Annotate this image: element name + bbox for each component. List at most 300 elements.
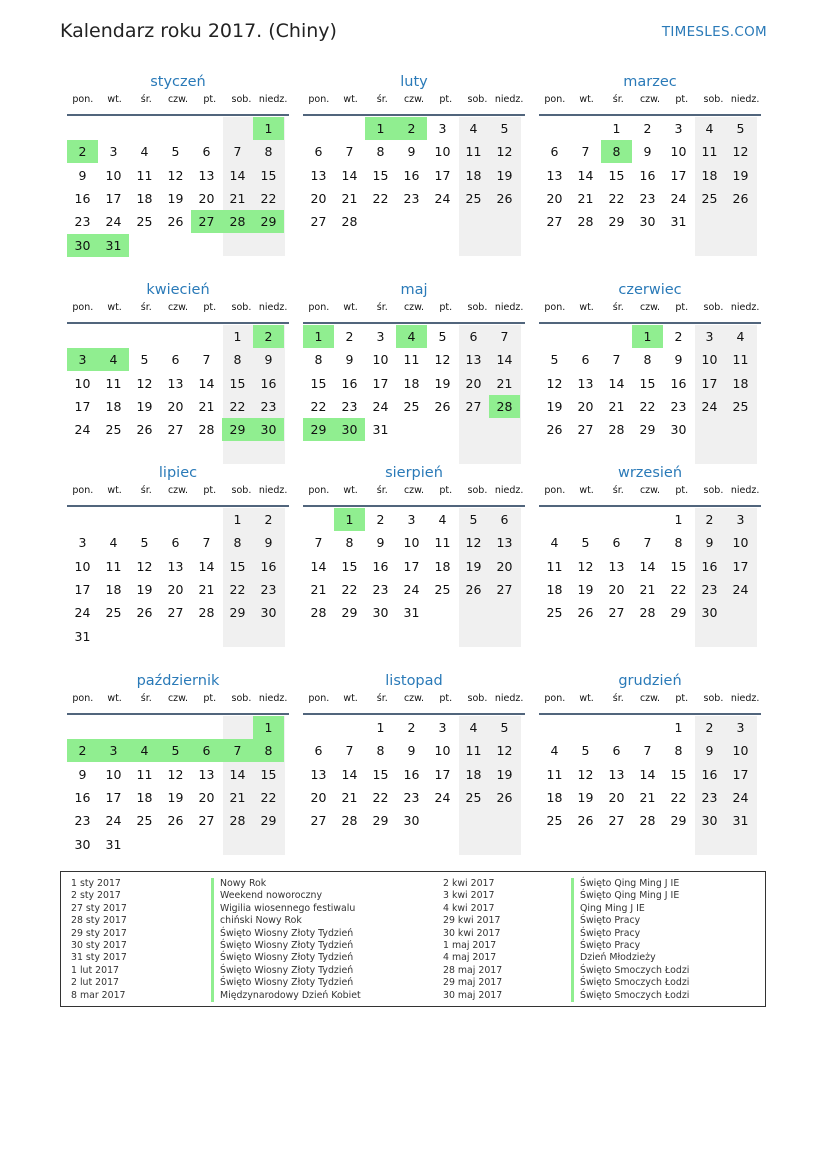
day-cell: 20 [198, 789, 215, 805]
day-cell: 21 [198, 581, 215, 597]
day-cell: 27 [546, 214, 563, 230]
holiday-day-cell: 3 [98, 739, 129, 762]
day-cell: 24 [105, 214, 122, 230]
weekday-label: wt. [107, 302, 122, 313]
day-cell: 30 [670, 422, 687, 438]
day-cell: 5 [500, 121, 509, 136]
day-cell: 30 [260, 605, 277, 621]
legend-holiday-name: Święto Wiosny Złoty Tydzień [211, 977, 361, 989]
weekday-header [303, 691, 525, 713]
day-cell: 7 [612, 352, 621, 368]
legend-holiday-name: Święto Qing Ming J IE [571, 890, 689, 902]
day-cell: 9 [705, 743, 714, 759]
month-name: wrzesień [617, 465, 683, 481]
weekday-label: czw. [639, 485, 661, 496]
day-cell: 6 [202, 144, 211, 160]
day-cell: 10 [670, 144, 687, 160]
weekday-label: niedz. [730, 693, 760, 704]
day-cell: 12 [136, 558, 153, 574]
weekday-label: niedz. [494, 94, 524, 105]
day-cell: 23 [341, 398, 358, 414]
weekday-label: pon. [544, 94, 566, 105]
brand-link[interactable]: TIMESLES.COM [661, 24, 767, 40]
weekday-label: wt. [579, 693, 594, 704]
day-cell: 17 [434, 167, 451, 183]
legend-dates-left [71, 878, 127, 1002]
legend-date: 29 maj 2017 [443, 977, 503, 989]
holiday-day-cell: 29 [303, 418, 334, 441]
month-block [67, 280, 289, 465]
day-cell: 19 [136, 398, 153, 414]
day-cell: 28 [229, 813, 246, 829]
day-cell: 15 [260, 167, 277, 183]
day-cell: 6 [550, 144, 559, 160]
day-cell: 1 [612, 121, 621, 136]
day-cell: 12 [546, 375, 563, 391]
legend-holiday-name: Święto Pracy [571, 915, 689, 927]
day-cell: 15 [608, 167, 625, 183]
weekday-label: pt. [203, 485, 217, 496]
legend-date: 1 sty 2017 [71, 878, 121, 889]
day-cell: 2 [674, 329, 683, 344]
day-cell: 18 [465, 167, 482, 183]
day-cell: 18 [434, 558, 451, 574]
day-cell: 29 [670, 605, 687, 621]
day-grid [303, 325, 525, 465]
legend-holiday-name: Święto Pracy [571, 940, 689, 952]
legend-date: 31 sty 2017 [71, 952, 127, 964]
weekday-label: pt. [675, 693, 689, 704]
day-cell: 11 [403, 352, 420, 368]
weekday-label: sob. [231, 693, 252, 704]
day-cell: 27 [310, 813, 327, 829]
day-cell: 4 [550, 743, 559, 759]
day-cell: 16 [74, 190, 91, 206]
day-cell: 27 [198, 813, 215, 829]
holiday-day-cell: 4 [129, 739, 160, 762]
holiday-day-cell: 28 [222, 210, 253, 233]
weekday-header [539, 92, 761, 114]
day-cell: 20 [546, 190, 563, 206]
day-cell: 21 [341, 190, 358, 206]
day-cell: 30 [701, 813, 718, 829]
month-name: lipiec [158, 465, 198, 481]
holiday-day-cell: 2 [67, 140, 98, 163]
legend-date: 28 maj 2017 [443, 964, 503, 976]
day-cell: 13 [310, 167, 327, 183]
weekday-label: czw. [167, 94, 189, 105]
day-cell: 24 [372, 398, 389, 414]
day-cell: 15 [310, 375, 327, 391]
weekday-label: wt. [579, 485, 594, 496]
legend-date: 8 mar 2017 [71, 989, 126, 1001]
day-cell: 9 [78, 167, 87, 183]
day-cell: 11 [546, 558, 563, 574]
day-cell: 10 [732, 535, 749, 551]
day-cell: 17 [434, 766, 451, 782]
day-cell: 22 [260, 190, 277, 206]
weekday-label: pt. [675, 485, 689, 496]
weekday-header [67, 300, 289, 322]
day-cell: 25 [546, 813, 563, 829]
day-cell: 13 [608, 766, 625, 782]
weekday-header [67, 483, 289, 505]
legend-names-left [211, 878, 361, 1002]
legend-date: 3 kwi 2017 [443, 890, 495, 902]
day-cell: 11 [465, 743, 482, 759]
weekday-label: sob. [231, 302, 252, 313]
legend-date: 30 sty 2017 [71, 939, 127, 951]
day-cell: 27 [465, 398, 482, 414]
day-cell: 10 [732, 743, 749, 759]
weekday-label: śr. [612, 693, 624, 704]
weekday-header [303, 483, 525, 505]
day-cell: 13 [546, 167, 563, 183]
day-cell: 28 [341, 813, 358, 829]
header-rule [539, 505, 761, 507]
weekday-header [67, 691, 289, 713]
day-cell: 11 [701, 144, 718, 160]
day-cell: 3 [674, 121, 683, 136]
day-cell: 3 [736, 512, 745, 527]
day-cell: 9 [407, 743, 416, 759]
weekday-label: śr. [376, 94, 388, 105]
day-cell: 18 [136, 789, 153, 805]
day-cell: 5 [469, 512, 478, 527]
day-cell: 5 [581, 535, 590, 551]
month-block [67, 671, 289, 856]
day-cell: 22 [229, 581, 246, 597]
month-block [539, 280, 761, 465]
weekday-label: wt. [107, 485, 122, 496]
day-cell: 12 [167, 766, 184, 782]
day-cell: 22 [260, 789, 277, 805]
holiday-day-cell: 30 [67, 234, 98, 257]
day-cell: 24 [732, 581, 749, 597]
day-cell: 16 [701, 558, 718, 574]
weekday-label: sob. [467, 302, 488, 313]
day-cell: 9 [376, 535, 385, 551]
weekday-label: śr. [140, 693, 152, 704]
day-cell: 31 [670, 214, 687, 230]
day-cell: 10 [105, 167, 122, 183]
day-cell: 12 [577, 558, 594, 574]
day-grid [539, 716, 761, 856]
weekday-label: sob. [703, 485, 724, 496]
holiday-day-cell: 27 [191, 210, 222, 233]
weekday-label: pt. [439, 94, 453, 105]
day-cell: 17 [105, 190, 122, 206]
day-cell: 27 [167, 422, 184, 438]
day-cell: 15 [229, 375, 246, 391]
day-cell: 3 [376, 329, 385, 344]
weekday-label: czw. [639, 302, 661, 313]
header-rule [539, 322, 761, 324]
month-block [539, 671, 761, 856]
holiday-day-cell: 2 [396, 117, 427, 140]
day-cell: 28 [608, 422, 625, 438]
day-cell: 29 [229, 605, 246, 621]
month-block [303, 671, 525, 856]
day-cell: 24 [434, 789, 451, 805]
day-cell: 15 [260, 766, 277, 782]
day-cell: 27 [310, 214, 327, 230]
day-cell: 19 [434, 375, 451, 391]
day-cell: 22 [310, 398, 327, 414]
day-cell: 29 [341, 605, 358, 621]
day-cell: 3 [438, 720, 447, 735]
weekday-label: czw. [167, 302, 189, 313]
weekday-label: wt. [107, 94, 122, 105]
day-cell: 21 [341, 789, 358, 805]
day-grid [303, 117, 525, 257]
month-block [303, 463, 525, 648]
day-cell: 29 [372, 813, 389, 829]
weekday-label: śr. [376, 302, 388, 313]
day-cell: 12 [732, 144, 749, 160]
day-cell: 14 [229, 766, 246, 782]
month-block [539, 463, 761, 648]
weekday-label: pon. [72, 94, 94, 105]
day-cell: 1 [674, 512, 683, 527]
day-cell: 7 [643, 743, 652, 759]
day-cell: 31 [105, 836, 122, 852]
holiday-day-cell: 7 [222, 739, 253, 762]
day-cell: 17 [105, 789, 122, 805]
day-cell: 20 [310, 789, 327, 805]
weekday-label: śr. [140, 94, 152, 105]
weekday-label: niedz. [494, 302, 524, 313]
weekday-label: sob. [703, 693, 724, 704]
day-cell: 11 [434, 535, 451, 551]
day-cell: 9 [264, 352, 273, 368]
day-cell: 26 [546, 422, 563, 438]
day-cell: 20 [310, 190, 327, 206]
month-name: kwiecień [146, 282, 210, 298]
legend-holiday-name: Święto Smoczych Łodzi [571, 990, 689, 1002]
day-cell: 13 [167, 558, 184, 574]
header-rule [539, 114, 761, 116]
day-cell: 16 [403, 167, 420, 183]
header-rule [67, 114, 289, 116]
day-cell: 26 [496, 789, 513, 805]
day-cell: 17 [732, 766, 749, 782]
holiday-day-cell: 8 [601, 140, 632, 163]
weekday-label: pon. [308, 302, 330, 313]
day-cell: 1 [376, 720, 385, 735]
day-cell: 15 [670, 558, 687, 574]
day-cell: 17 [74, 581, 91, 597]
holiday-day-cell: 1 [365, 117, 396, 140]
weekday-label: śr. [140, 302, 152, 313]
day-cell: 23 [639, 190, 656, 206]
day-cell: 9 [407, 144, 416, 160]
day-cell: 13 [198, 167, 215, 183]
month-name: styczeń [150, 74, 206, 90]
month-name: sierpień [385, 465, 443, 481]
day-cell: 16 [260, 375, 277, 391]
day-cell: 22 [670, 789, 687, 805]
day-cell: 10 [372, 352, 389, 368]
day-cell: 5 [581, 743, 590, 759]
header-rule [303, 114, 525, 116]
legend-holiday-name: Święto Pracy [571, 928, 689, 940]
day-cell: 19 [577, 581, 594, 597]
weekday-label: pt. [675, 302, 689, 313]
day-cell: 18 [546, 789, 563, 805]
day-cell: 23 [372, 581, 389, 597]
legend-date: 4 maj 2017 [443, 952, 497, 964]
weekday-label: wt. [343, 94, 358, 105]
holiday-day-cell: 30 [253, 418, 284, 441]
legend-date: 30 kwi 2017 [443, 927, 501, 939]
weekday-label: pon. [308, 693, 330, 704]
day-cell: 26 [136, 605, 153, 621]
weekday-label: wt. [343, 302, 358, 313]
day-cell: 14 [639, 558, 656, 574]
day-cell: 27 [577, 422, 594, 438]
holiday-day-cell: 29 [253, 210, 284, 233]
day-cell: 13 [608, 558, 625, 574]
legend-date: 2 kwi 2017 [443, 878, 495, 889]
day-cell: 15 [670, 766, 687, 782]
day-cell: 5 [140, 535, 149, 551]
holiday-day-cell: 5 [160, 739, 191, 762]
day-cell: 10 [105, 766, 122, 782]
day-cell: 21 [229, 190, 246, 206]
legend-holiday-name: chiński Nowy Rok [211, 915, 361, 927]
month-block [303, 72, 525, 257]
weekday-label: czw. [403, 693, 425, 704]
weekday-label: sob. [231, 94, 252, 105]
weekday-label: niedz. [494, 485, 524, 496]
holiday-day-cell: 2 [67, 739, 98, 762]
day-cell: 11 [465, 144, 482, 160]
weekday-label: niedz. [258, 302, 288, 313]
day-cell: 29 [260, 813, 277, 829]
day-cell: 22 [372, 190, 389, 206]
day-cell: 23 [260, 581, 277, 597]
weekday-label: sob. [467, 693, 488, 704]
day-cell: 11 [105, 375, 122, 391]
month-name: czerwiec [618, 282, 682, 298]
day-cell: 22 [341, 581, 358, 597]
day-cell: 2 [407, 720, 416, 735]
day-cell: 19 [546, 398, 563, 414]
day-cell: 23 [260, 398, 277, 414]
day-cell: 15 [639, 375, 656, 391]
day-cell: 21 [639, 789, 656, 805]
day-cell: 25 [434, 581, 451, 597]
weekday-label: sob. [231, 485, 252, 496]
day-cell: 6 [314, 743, 323, 759]
day-cell: 25 [403, 398, 420, 414]
weekday-label: pon. [72, 693, 94, 704]
day-cell: 16 [341, 375, 358, 391]
day-cell: 11 [105, 558, 122, 574]
day-cell: 11 [136, 766, 153, 782]
weekday-label: wt. [579, 94, 594, 105]
day-cell: 9 [643, 144, 652, 160]
day-cell: 9 [674, 352, 683, 368]
day-cell: 14 [229, 167, 246, 183]
day-cell: 14 [198, 558, 215, 574]
day-cell: 30 [372, 605, 389, 621]
day-cell: 27 [608, 605, 625, 621]
day-cell: 9 [705, 535, 714, 551]
holiday-day-cell: 4 [98, 348, 129, 371]
weekday-label: niedz. [258, 94, 288, 105]
day-cell: 29 [670, 813, 687, 829]
day-cell: 24 [434, 190, 451, 206]
weekday-label: śr. [612, 302, 624, 313]
day-cell: 8 [233, 535, 242, 551]
day-cell: 6 [581, 352, 590, 368]
day-cell: 4 [469, 720, 478, 735]
day-cell: 7 [643, 535, 652, 551]
weekday-label: pt. [675, 94, 689, 105]
day-cell: 10 [74, 375, 91, 391]
day-cell: 6 [171, 352, 180, 368]
weekday-label: pon. [72, 485, 94, 496]
day-grid [539, 508, 761, 648]
weekday-header [303, 92, 525, 114]
day-cell: 19 [732, 167, 749, 183]
day-cell: 6 [314, 144, 323, 160]
legend-date: 27 sty 2017 [71, 902, 127, 914]
weekday-label: wt. [343, 485, 358, 496]
day-cell: 14 [341, 766, 358, 782]
month-name: marzec [623, 74, 677, 90]
header-rule [303, 322, 525, 324]
legend-holiday-name: Weekend noworoczny [211, 890, 361, 902]
day-cell: 17 [403, 558, 420, 574]
weekday-label: niedz. [730, 302, 760, 313]
day-cell: 8 [376, 144, 385, 160]
day-cell: 4 [550, 535, 559, 551]
weekday-label: czw. [403, 302, 425, 313]
day-cell: 3 [78, 535, 87, 551]
day-cell: 4 [438, 512, 447, 527]
weekday-label: pt. [439, 485, 453, 496]
day-cell: 12 [167, 167, 184, 183]
day-grid [539, 325, 761, 465]
day-cell: 31 [403, 605, 420, 621]
legend-holiday-name: Święto Smoczych Łodzi [571, 977, 689, 989]
day-cell: 21 [496, 375, 513, 391]
day-cell: 13 [198, 766, 215, 782]
weekday-label: czw. [167, 485, 189, 496]
day-cell: 17 [732, 558, 749, 574]
legend-date: 1 maj 2017 [443, 939, 497, 951]
day-cell: 18 [105, 581, 122, 597]
day-cell: 8 [345, 535, 354, 551]
weekday-label: czw. [639, 693, 661, 704]
day-cell: 19 [465, 558, 482, 574]
day-cell: 19 [167, 789, 184, 805]
day-cell: 25 [105, 605, 122, 621]
day-cell: 24 [403, 581, 420, 597]
day-cell: 9 [345, 352, 354, 368]
day-cell: 20 [496, 558, 513, 574]
header-rule [303, 713, 525, 715]
day-cell: 30 [701, 605, 718, 621]
day-cell: 23 [403, 190, 420, 206]
day-cell: 14 [341, 167, 358, 183]
weekday-label: śr. [612, 485, 624, 496]
day-cell: 14 [577, 167, 594, 183]
day-cell: 20 [167, 581, 184, 597]
